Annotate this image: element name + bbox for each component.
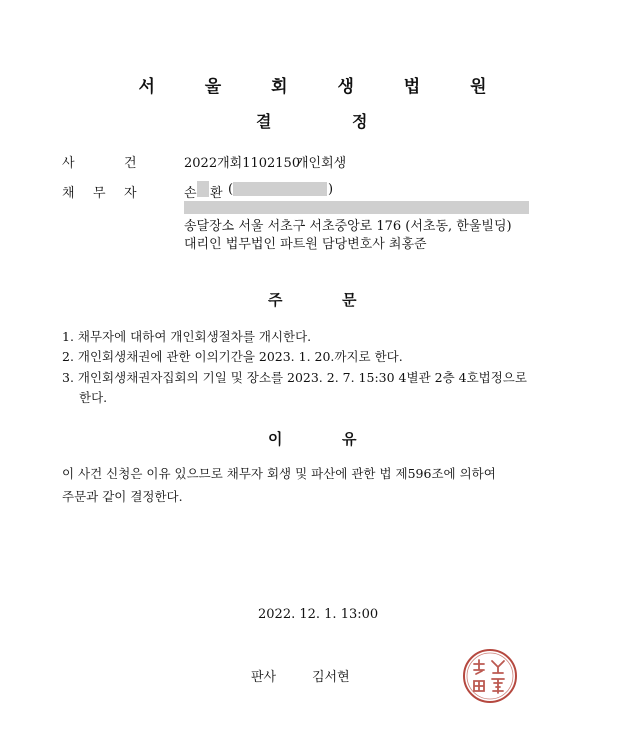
order-item-1: 1. 채무자에 대하여 개인회생절차를 개시한다.: [62, 329, 312, 344]
paren-close: ): [328, 182, 334, 197]
redacted-id-number: [233, 182, 327, 196]
case-label-char-2: 건: [124, 156, 137, 171]
order-heading-char-1: 주: [268, 291, 283, 309]
court-name: 서 울 회 생 법 원: [138, 77, 509, 97]
debtor-name-last: 환: [210, 186, 223, 201]
redacted-address: [184, 201, 529, 214]
order-item-2: 2. 개인회생채권에 관한 이의기간을 2023. 1. 20.까지로 한다.: [62, 349, 403, 364]
case-type: 개인회생: [296, 156, 347, 171]
judge-seal-icon: [462, 648, 518, 704]
debtor-label-char-2: 무: [93, 186, 106, 201]
debtor-label-char-1: 채: [62, 186, 75, 201]
case-label-char-1: 사: [62, 156, 75, 171]
reason-heading-char-1: 이: [268, 430, 283, 448]
reason-heading-char-2: 유: [342, 430, 357, 448]
paren-open: (: [228, 182, 234, 197]
legal-agent: 대리인 법무법인 파트원 담당변호사 최홍준: [184, 237, 427, 252]
judge-title: 판사: [251, 670, 277, 685]
judge-name: 김서현: [312, 670, 350, 685]
debtor-label-char-3: 자: [124, 186, 137, 201]
decision-datetime: 2022. 12. 1. 13:00: [258, 607, 379, 622]
service-address: 송달장소 서울 서초구 서초중앙로 176 (서초동, 한울빌딩): [184, 219, 512, 234]
order-heading-char-2: 문: [342, 291, 357, 309]
order-item-3-continued: 한다.: [79, 390, 108, 405]
doc-title-first-char: 결: [256, 112, 272, 131]
reason-line-2: 주문과 같이 결정한다.: [62, 489, 183, 504]
order-item-3: 3. 개인회생채권자집회의 기일 및 장소를 2023. 2. 7. 15:30 4별관 2층 4호법정으로: [62, 370, 527, 385]
doc-title-second-char: 정: [352, 112, 368, 131]
debtor-name-first: 손: [184, 186, 197, 201]
reason-line-1: 이 사건 신청은 이유 있으므로 채무자 회생 및 파산에 관한 법 제596조에 의하여: [62, 466, 496, 481]
redacted-name-part: [197, 181, 209, 197]
case-number: 2022개회1102150: [184, 156, 301, 171]
